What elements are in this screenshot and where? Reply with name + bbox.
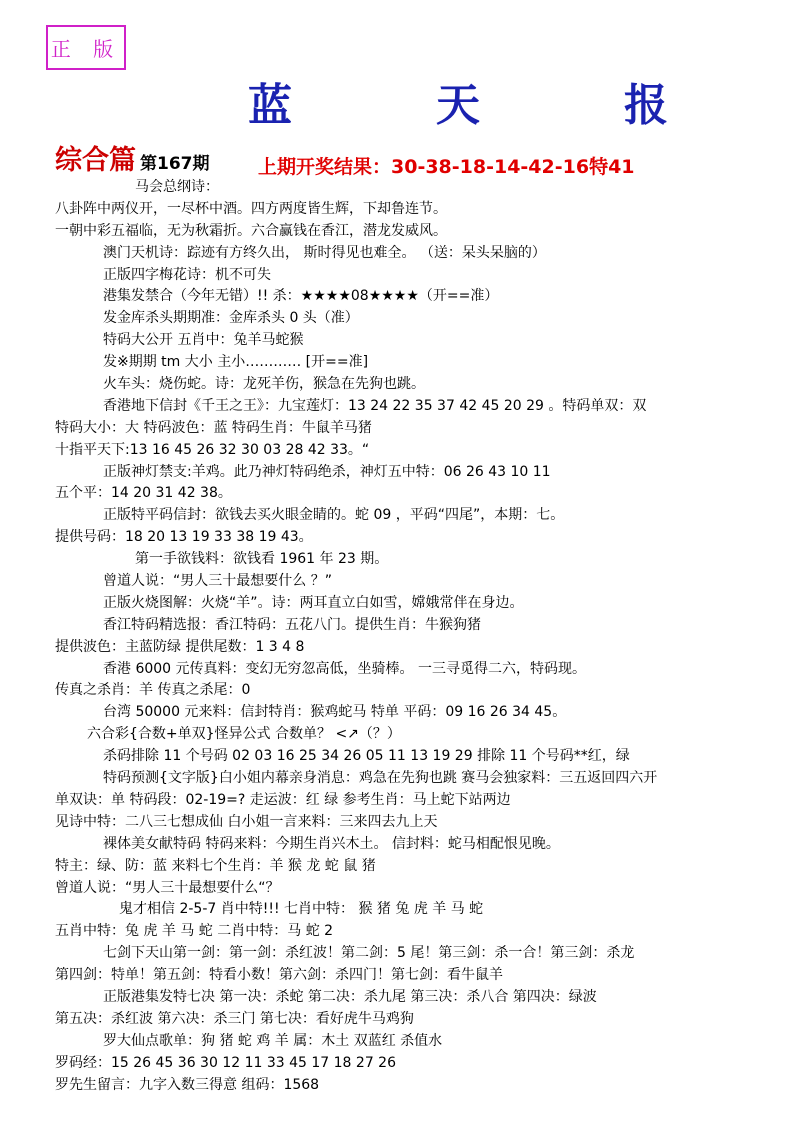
text-line: 香港 6000 元传真料：变幻无穷忽高低，坐骑棒。 一三寻觅得二六，特码现。 xyxy=(103,660,586,677)
text-line: 鬼才相信 2-5-7 肖中特!!! 七肖中特： 猴 猪 兔 虎 羊 马 蛇 xyxy=(119,901,484,918)
text-line: 五肖中特：兔 虎 羊 马 蛇 二肖中特：马 蛇 2 xyxy=(55,923,334,940)
issue-number: 第167期 xyxy=(140,154,210,174)
section-header xyxy=(55,138,210,177)
text-line: 曾道人说：“男人三十最想要什么 ？” xyxy=(103,573,332,590)
text-line: 特主：绿、防：蓝 来料七个生肖：羊 猴 龙 蛇 鼠 猪 xyxy=(55,857,376,874)
text-line: 六合彩{合数+单双}怪异公式 合数单？ <↗（？） xyxy=(87,726,401,743)
text-line: 一朝中彩五福临，无为秋霜折。六合赢钱在香江，潜龙发威风。 xyxy=(55,222,447,239)
text-line: 五个平：14 20 31 42 38。 xyxy=(55,485,232,502)
text-line: 十指平天下:13 16 45 26 32 30 03 28 42 33。“ xyxy=(55,441,370,458)
text-line: 提供波色：主蓝防绿 提供尾数：1 3 4 8 xyxy=(55,638,305,655)
text-line: 正版港集发特七决 第一决：杀蛇 第二决：杀九尾 第三决：杀八合 第四决：绿波 xyxy=(103,988,597,1005)
text-line: 正版特平码信封：欲钱去买火眼金睛的。蛇 09 ，平码“四尾”，本期：七。 xyxy=(103,507,565,524)
genuine-badge xyxy=(46,25,126,70)
text-line: 香江特码精选报：香江特码：五花八门。提供生肖：牛猴狗猪 xyxy=(103,616,481,633)
text-line: 见诗中特：二八三七想成仙 白小姐一言来料：三来四去九上天 xyxy=(55,813,438,830)
title-char-3: 报 xyxy=(624,80,668,131)
article-body xyxy=(0,177,793,1096)
text-line: 罗先生留言：九字入数三得意 组码：1568 xyxy=(55,1076,320,1093)
text-line: 发金库杀头期期准：金库杀头 0 头（准） xyxy=(103,310,359,327)
text-line: 发※期期 tm 大小 主小………… [开==准] xyxy=(103,354,369,371)
section-title: 综合篇 xyxy=(55,145,136,176)
text-line: 正版四字梅花诗：机不可失 xyxy=(103,266,271,283)
genuine-badge-label: 正 版 xyxy=(50,37,122,61)
text-line: 单双诀：单 特码段：02-19=? 走运波：红 绿 参考生肖：马上蛇下站两边 xyxy=(55,791,511,808)
text-line: 杀码排除 11 个号码 02 03 16 25 34 26 05 11 13 19 29 排除 11 个号码**红，绿 xyxy=(103,748,630,765)
text-line: 曾道人说：“男人三十最想要什么“？ xyxy=(55,879,280,896)
text-line: 正版神灯禁支:羊鸡。此乃神灯特码绝杀，神灯五中特：06 26 43 10 11 xyxy=(103,463,551,480)
text-line: 澳门天机诗：踪迹有方终久出， 斯时得见也难全。 （送：呆头呆脑的） xyxy=(103,244,546,261)
text-line: 提供号码：18 20 13 19 33 38 19 43。 xyxy=(55,529,313,546)
text-line: 八卦阵中两仪开，一尽杯中酒。四方两度皆生辉，下却鲁连节。 xyxy=(55,200,447,217)
text-line: 特码预测{文字版}白小姐内幕亲身消息：鸡急在先狗也跳 赛马会独家料：三五返回四六开 xyxy=(103,770,658,787)
text-line: 裸体美女献特码 特码来料：今期生肖兴木土。 信封料：蛇马相配恨见晚。 xyxy=(103,835,560,852)
text-line: 火车头：烧伤蛇。诗：龙死羊伤，猴急在先狗也跳。 xyxy=(103,376,425,393)
title-char-1: 蓝 xyxy=(248,80,292,131)
last-draw-result: 上期开奖结果：30-38-18-14-42-16特41 xyxy=(258,156,635,178)
text-line: 罗码经：15 26 45 36 30 12 11 33 45 17 18 27 26 xyxy=(55,1054,396,1071)
text-line: 第四剑：特单！第五剑：特看小数！第六剑：杀四门！第七剑：看牛鼠羊 xyxy=(55,967,503,984)
text-line: 港集发禁合（今年无错）!! 杀：★★★★08★★★★（开==准） xyxy=(103,288,499,305)
text-line: 台湾 50000 元来料：信封特肖：猴鸡蛇马 特单 平码：09 16 26 34 45。 xyxy=(103,704,567,721)
text-line: 传真之杀肖：羊 传真之杀尾：0 xyxy=(55,682,251,699)
text-line: 第一手欲钱料：欲钱看 1961 年 23 期。 xyxy=(135,551,389,568)
text-line: 马会总纲诗： xyxy=(135,179,219,195)
text-line: 香港地下信封《千王之王》：九宝莲灯：13 24 22 35 37 42 45 20 29 。特码单双：双 xyxy=(103,397,647,414)
text-line: 第五决：杀红波 第六决：杀三门 第七决：看好虎牛马鸡狗 xyxy=(55,1010,414,1027)
text-line: 罗大仙点歌单：狗 猪 蛇 鸡 羊 属：木土 双蓝红 杀值水 xyxy=(103,1032,443,1049)
title-char-2: 天 xyxy=(436,80,480,131)
text-line: 七剑下天山第一剑：第一剑：杀红波！第二剑：5 尾！第三剑：杀一合！第三剑：杀龙 xyxy=(103,945,635,962)
text-line: 正版火烧图解：火烧“羊”。诗：两耳直立白如雪，嫦娥常伴在身边。 xyxy=(103,594,524,611)
text-line: 特码大小：大 特码波色：蓝 特码生肖：牛鼠羊马猪 xyxy=(55,419,372,436)
newspaper-title xyxy=(248,76,668,136)
text-line: 特码大公开 五肖中：兔羊马蛇猴 xyxy=(103,332,304,349)
